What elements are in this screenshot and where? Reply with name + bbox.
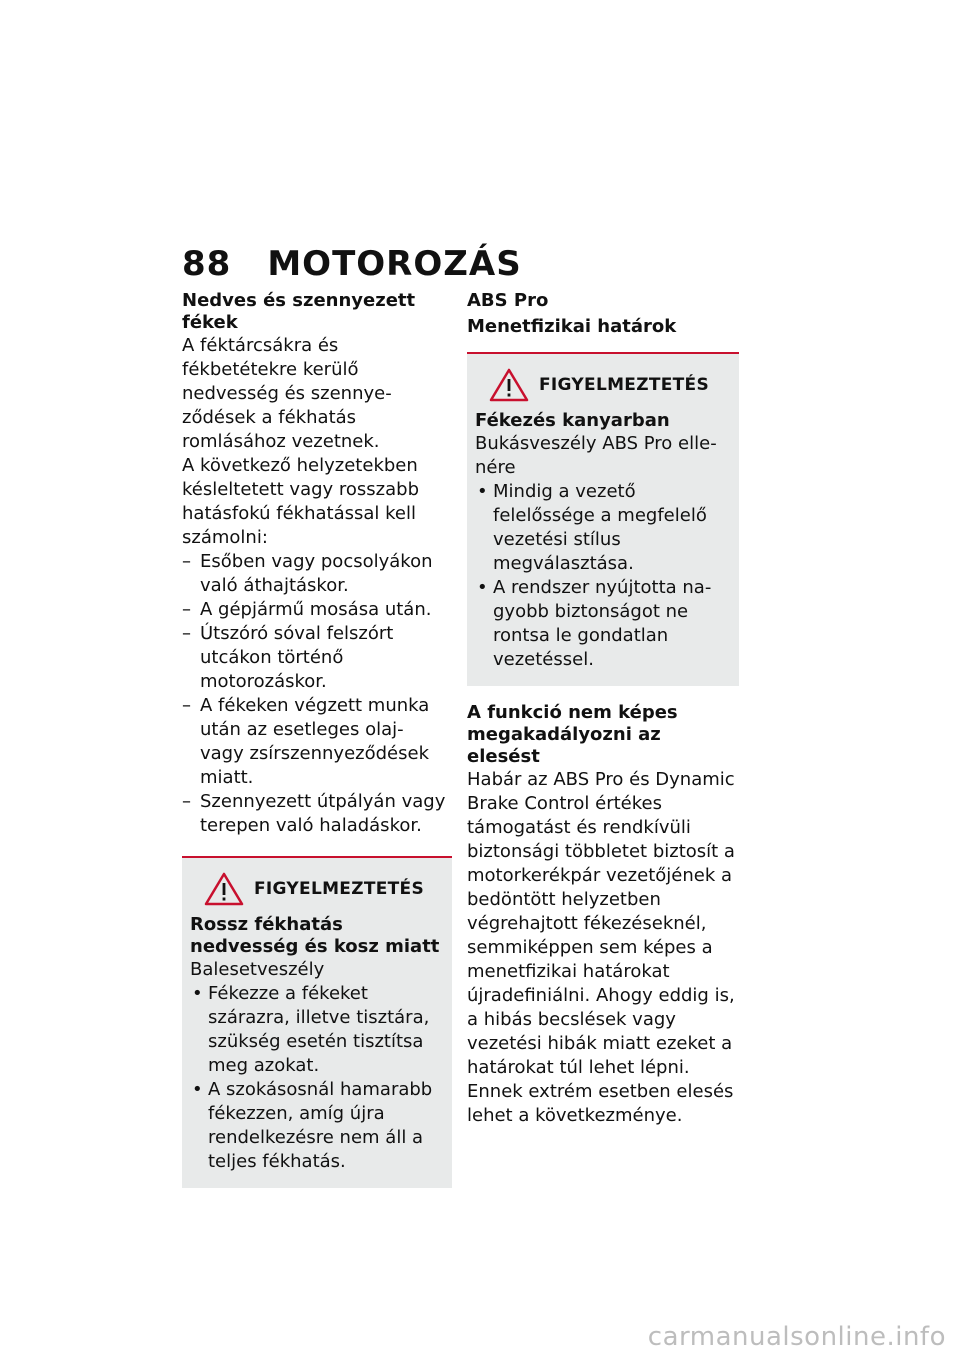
paragraph-intro: A féktárcsákra és fékbetétekre kerülő nedvesség és szennyeződések a fékhatás romlásához vezetnek.	[182, 335, 392, 452]
list-item: – Útszóró sóval felszórt utcákon történő motorozáskor.	[182, 622, 452, 694]
warning-bullets	[190, 982, 444, 1174]
section-heading-cannot-prevent-fall: A funkció nem képes megakadályozni az elesést	[467, 702, 678, 767]
warning-triangle-icon	[204, 872, 244, 906]
section-heading-wet-brakes: Nedves és szennyezett fékek	[182, 290, 416, 333]
left-column	[182, 290, 452, 1188]
watermark: carmanualsonline.info	[647, 1322, 946, 1352]
warning-subtitle: Rossz fékhatás nedvesség és kosz miatt	[190, 914, 440, 957]
warning-box-cornering	[467, 352, 739, 686]
list-item: • A szokásosnál hamarabb fékezzen, amíg újra rendelkezésre nem áll a teljes fékhatás.	[190, 1078, 444, 1174]
warning-box-wet-brakes	[182, 856, 452, 1188]
warning-header	[475, 368, 731, 402]
paragraph-situations: A következő helyzetekben késleltetett vagy rosszabb hatásfokú fékhatással kell számolni:	[182, 455, 419, 548]
section-subheading-physical-limits: Menetfizikai határok	[467, 316, 677, 337]
warning-bullets	[475, 480, 731, 672]
page-header	[182, 244, 522, 284]
page-number: 88	[182, 244, 232, 284]
list-item: • A rendszer nyújtotta nagyobb biztonságot ne rontsa le gondatlan vezetéssel.	[475, 576, 731, 672]
warning-title: FIGYELMEZTETÉS	[254, 879, 424, 899]
paragraph-abs-explanation: Habár az ABS Pro és Dynamic Brake Control értékes támogatást és rendkívüli biztonsági többletet biztosít a motorkerékpár vezetőjének a bedöntött helyzetben végrehajtott fékezéseknél, semmiképpen sem képes a menetfizikai határokat újradefiniálni. Ahogy eddig is, a hibás becslések vagy vezetési hibák miatt ezeket a határokat túl lehet lépni. Ennek extrém esetben elesés lehet a következménye.	[467, 769, 735, 1126]
warning-title: FIGYELMEZTETÉS	[539, 375, 709, 395]
list-item: – A gépjármű mosása után.	[182, 598, 452, 622]
section-title: MOTOROZÁS	[267, 244, 522, 284]
list-item: • Mindig a vezető felelőssége a megfelelő vezetési stílus megválasztása.	[475, 480, 731, 576]
warning-header	[190, 872, 444, 906]
list-item: – A fékeken végzett munka után az esetleges olaj- vagy zsírszennyeződések miatt.	[182, 694, 452, 790]
list-item: • Fékezze a fékeket szárazra, illetve tisztára, szükség esetén tisztítsa meg azokat.	[190, 982, 444, 1078]
warning-subtitle: Fékezés kanyarban	[475, 410, 670, 431]
list-item: – Esőben vagy pocsolyákon való áthajtáskor.	[182, 550, 452, 598]
list-item: – Szennyezett útpályán vagy terepen való haladáskor.	[182, 790, 452, 838]
right-column	[467, 290, 739, 1128]
warning-hazard: Balesetveszély	[190, 959, 325, 980]
section-heading-abs-pro: ABS Pro	[467, 290, 549, 311]
warning-triangle-icon	[489, 368, 529, 402]
warning-hazard: Bukásveszély ABS Pro ellenére	[475, 433, 717, 478]
situations-list	[182, 550, 452, 838]
